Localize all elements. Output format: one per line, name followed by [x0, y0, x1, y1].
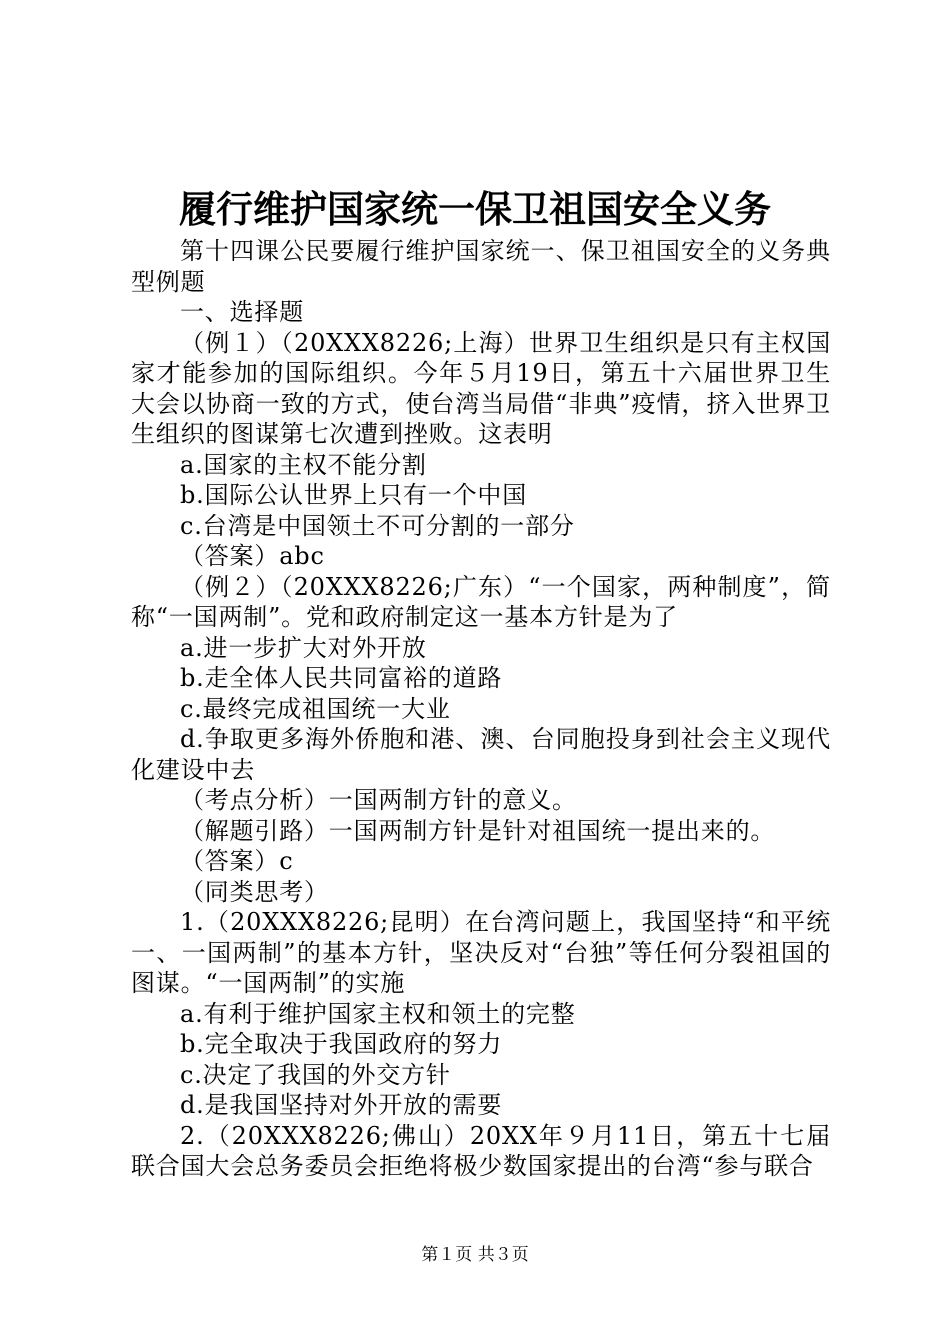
option-c: c.台湾是中国领土不可分割的一部分 — [180, 511, 575, 540]
option-b: b.走全体人民共同富裕的道路 — [180, 664, 503, 692]
similar-thinking-heading: （同类思考） — [180, 877, 329, 906]
option-c: c.决定了我国的外交方针 — [180, 1060, 451, 1089]
section-heading: 一、选择题 — [180, 298, 304, 326]
paragraph-heading: 第十四课公民要履行维护国家统一、保卫祖国安全的义务典型例题 — [131, 237, 831, 296]
option-d: d.是我国坚持对外开放的需要 — [180, 1091, 503, 1119]
question-1: 1.（20XXX8226;昆明）在台湾问题上，我国坚持“和平统一、一国两制”的基本方针，坚决反对“台独”等任何分裂祖国的图谋。“一国两制”的实施 — [131, 908, 831, 997]
option-c: c.最终完成祖国统一大业 — [180, 694, 451, 723]
document-body — [131, 236, 831, 1182]
page-title: 履行维护国家统一保卫祖国安全义务 — [179, 187, 771, 231]
option-b: b.国际公认世界上只有一个中国 — [180, 481, 527, 509]
option-a: a.国家的主权不能分割 — [180, 450, 427, 479]
analysis-point: （考点分析）一国两制方针的意义。 — [180, 786, 577, 814]
option-a: a.进一步扩大对外开放 — [180, 633, 427, 662]
answer: （答案）c — [180, 847, 294, 875]
solution-hint: （解题引路）一国两制方针是针对祖国统一提出来的。 — [180, 816, 776, 845]
question-2: 2.（20XXX8226;佛山）20XX年９月11日，第五十七届联合国大会总务委员会拒绝将极少数国家提出的台湾“参与联合 — [131, 1121, 831, 1180]
page-footer: 第１页 共３页 — [421, 1245, 529, 1265]
question-example-2: （例２）（20XXX8226;广东）“一个国家，两种制度”，简称“一国两制”。党和政府制定这一基本方针是为了 — [131, 572, 831, 631]
answer: （答案）abc — [180, 542, 325, 570]
question-example-1: （例１）（20XXX8226;上海）世界卫生组织是只有主权国家才能参加的国际组织。今年５月19日，第五十六届世界卫生大会以协商一致的方式，使台湾当局借“非典”疫情，挤入世界卫生组织的图谋第七次遭到挫败。这表明 — [131, 328, 831, 448]
option-b: b.完全取决于我国政府的努力 — [180, 1030, 503, 1058]
option-d: d.争取更多海外侨胞和港、澳、台同胞投身到社会主义现代化建设中去 — [131, 725, 831, 784]
option-a: a.有利于维护国家主权和领土的完整 — [180, 999, 576, 1028]
